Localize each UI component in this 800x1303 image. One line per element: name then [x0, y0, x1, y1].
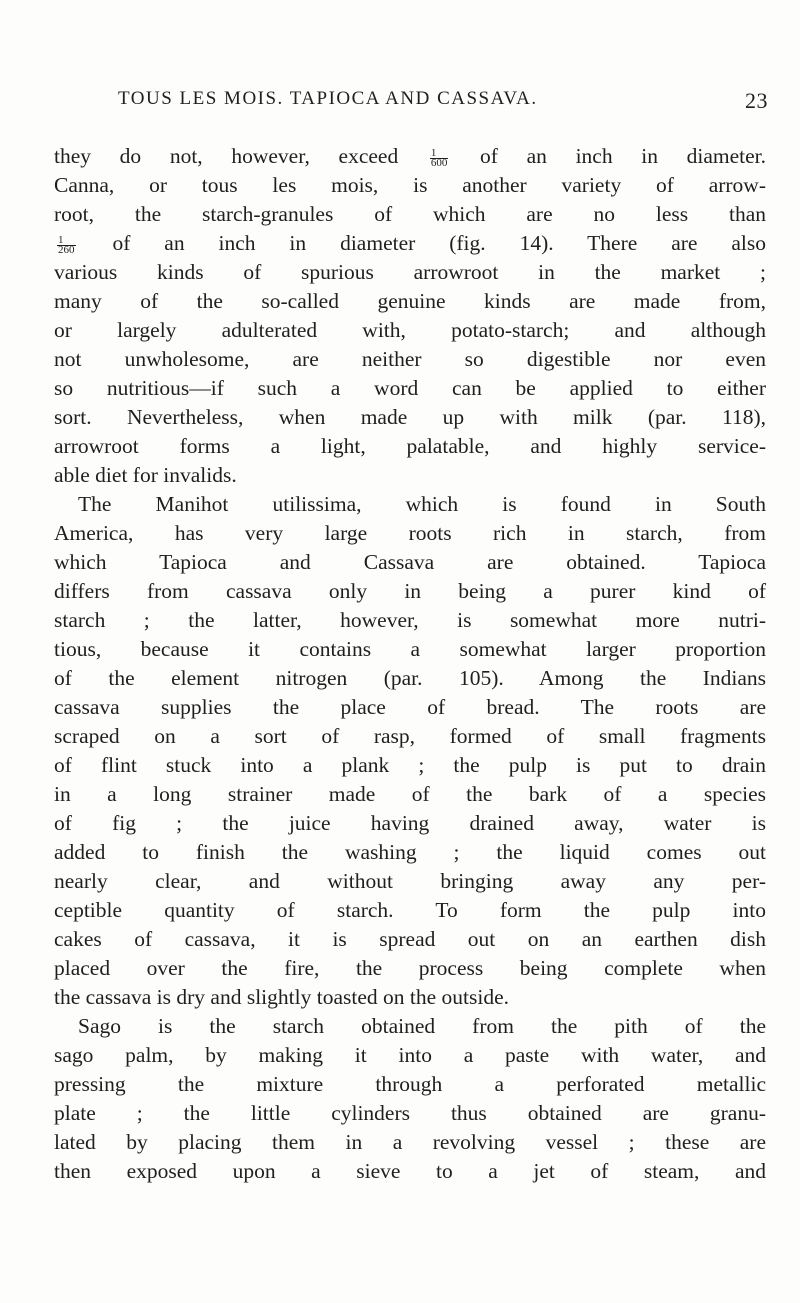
text-line: of fig ; the juice having drained away, water is: [54, 811, 766, 835]
text-line: of flint stuck into a plank ; the pulp is put to drain: [54, 753, 766, 777]
running-title: TOUS LES MOIS. TAPIOCA AND CASSAVA.: [118, 88, 538, 109]
text-line: [54, 229, 766, 258]
text-line: cakes of cassava, it is spread out on an earthen dish: [54, 927, 766, 951]
text-run: of an inch in diameter.: [480, 144, 767, 168]
text-line: pressing the mixture through a perforated metallic: [54, 1072, 766, 1096]
text-line: Sago is the starch obtained from the pith of the: [78, 1014, 766, 1038]
text-line: arrowroot forms a light, palatable, and highly service-: [54, 434, 766, 458]
fraction-1-600: [430, 149, 449, 168]
text-line: Canna, or tous les mois, is another variety of arrow-: [54, 173, 766, 197]
text-line: then exposed upon a sieve to a jet of steam, and: [54, 1159, 766, 1183]
text-line: America, has very large roots rich in starch, from: [54, 521, 766, 545]
text-run: they do not, however, exceed: [54, 144, 399, 168]
text-line: so nutritious—if such a word can be applied to either: [54, 376, 766, 400]
text-line: added to finish the washing ; the liquid comes out: [54, 840, 766, 864]
text-line: plate ; the little cylinders thus obtained are granu-: [54, 1101, 766, 1125]
text-line: cassava supplies the place of bread. The roots are: [54, 695, 766, 719]
text-run: of an inch in diameter (fig. 14). There are also: [112, 231, 766, 255]
text-line: lated by placing them in a revolving vessel ; these are: [54, 1130, 766, 1154]
page-number: 23: [745, 88, 768, 113]
text-line: starch ; the latter, however, is somewhat more nutri-: [54, 608, 766, 632]
text-line: or largely adulterated with, potato-starch; and although: [54, 318, 766, 342]
fraction-denominator: 260: [58, 244, 75, 256]
text-line: sort. Nevertheless, when made up with milk (par. 118),: [54, 405, 766, 429]
text-line: scraped on a sort of rasp, formed of small fragments: [54, 724, 766, 748]
fraction-denominator: 600: [430, 157, 448, 169]
text-line: differs from cassava only in being a purer kind of: [54, 579, 766, 603]
text-line: which Tapioca and Cassava are obtained. Tapioca: [54, 550, 766, 574]
fraction-numerator: 1: [57, 236, 76, 246]
text-line: tious, because it contains a somewhat larger proportion: [54, 637, 766, 661]
fraction-numerator: 1: [430, 149, 449, 159]
text-line: [54, 142, 766, 171]
text-line: root, the starch-granules of which are no less than: [54, 202, 766, 226]
running-header: [118, 88, 768, 118]
text-line: ceptible quantity of starch. To form the pulp into: [54, 898, 766, 922]
fraction-1-260: [57, 236, 76, 255]
text-line: nearly clear, and without bringing away any per-: [54, 869, 766, 893]
text-line: able diet for invalids.: [54, 463, 237, 487]
text-line: in a long strainer made of the bark of a species: [54, 782, 766, 806]
text-line: placed over the fire, the process being complete when: [54, 956, 766, 980]
text-line: many of the so-called genuine kinds are made from,: [54, 289, 766, 313]
text-line: not unwholesome, are neither so digestible nor even: [54, 347, 766, 371]
text-line: sago palm, by making it into a paste with water, and: [54, 1043, 766, 1067]
text-line: various kinds of spurious arrowroot in the market ;: [54, 260, 766, 284]
text-line: The Manihot utilissima, which is found in South: [78, 492, 766, 516]
text-line: of the element nitrogen (par. 105). Among the Indians: [54, 666, 766, 690]
body-text: [54, 142, 766, 1186]
text-line: the cassava is dry and slightly toasted on the outside.: [54, 985, 509, 1009]
